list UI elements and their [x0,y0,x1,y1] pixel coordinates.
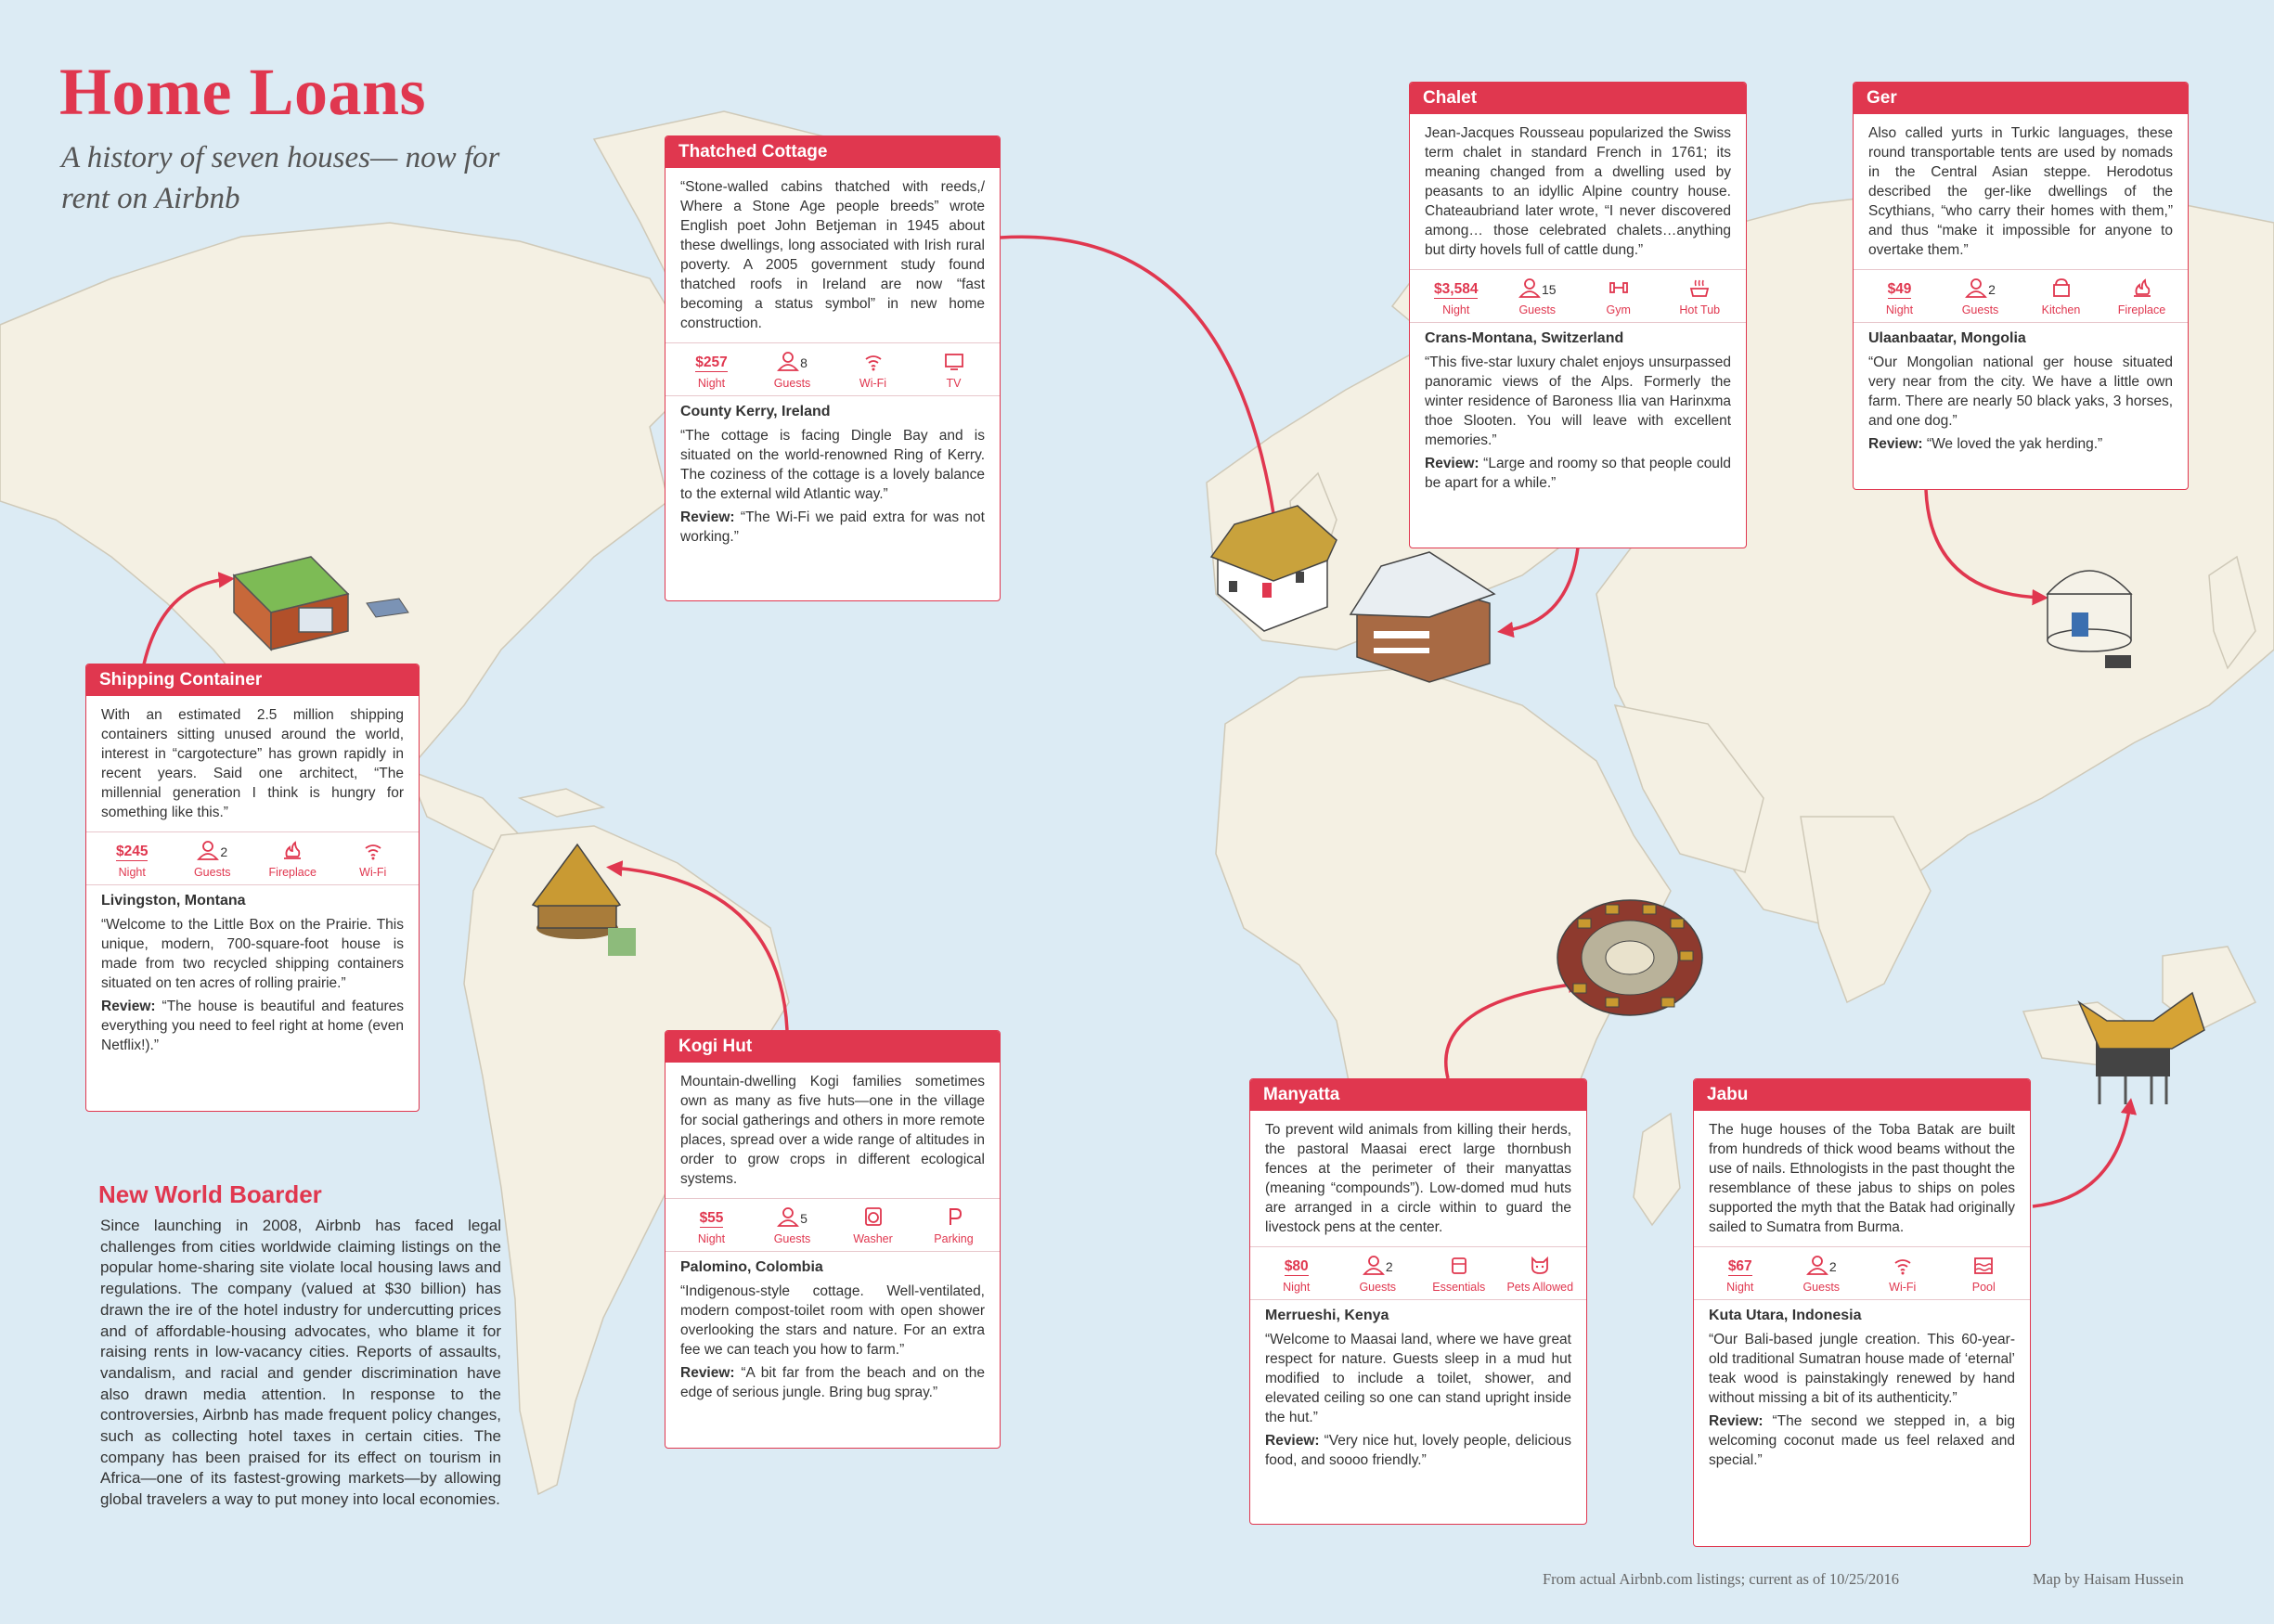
card-title: Thatched Cottage [665,136,1000,168]
map-credit: Map by Haisam Hussein [2033,1570,2184,1588]
price-label: Night [1726,1281,1754,1294]
card-description: Also called yurts in Turkic languages, these round transportable tents are used by nomads in the Central Asian steppe. Herodotus described the ger-like dwellings of the Scythians, “who carry their homes with them,” and thus “make it impossible for anyone to overtake them.” [1868,125,2173,258]
fireplace-icon [2131,277,2153,302]
guests-icon [777,351,799,375]
review-label: Review: [1868,436,1923,452]
card-description: With an estimated 2.5 million shipping containers sitting unused around the world, interest in “cargotecture” has grown rapidly in recent years. Said one architect, “The millennial generation I think is hungry for something like this.” [101,707,404,820]
source-note: From actual Airbnb.com listings; current as of 10/25/2016 [1543,1570,1900,1588]
price-item [675,1206,749,1245]
guests-label: Guests [1518,303,1557,316]
page-title: Home Loans [59,55,427,129]
review-label: Review: [101,999,156,1014]
listing-review [1265,1431,1571,1470]
guests-icon [1363,1255,1385,1279]
guests-label: Guests [773,1232,811,1245]
listing-quote: “The cottage is facing Dingle Bay and is situated on the world-renowned Ring of Kerry. The coziness of the cottage is a lovely balance to the external wild Atlantic way.” [680,428,985,502]
guests-count: 2 [1828,1259,1837,1274]
card-body [1250,1111,1586,1477]
guests-count: 5 [800,1211,808,1226]
guests-count: 2 [1385,1259,1393,1274]
listing-location: Crans-Montana, Switzerland [1425,330,1624,346]
price-value: $3,584 [1434,280,1479,297]
card-body [86,696,419,1063]
card-shipping-container [85,664,420,1112]
card-description: Mountain-dwelling Kogi families sometimes own as many as five huts—one in the village for social gatherings and others in more remote places, spread over a wide range of altitudes in order to grow crops in different ecological systems. [680,1074,985,1187]
card-jabu [1693,1078,2031,1547]
parking-icon [943,1206,965,1231]
guests-label: Guests [1961,303,1999,316]
guests-item [756,1206,830,1245]
card-kogi-hut [665,1030,1001,1449]
amenity-label: Parking [934,1232,974,1245]
amenity-item [836,1206,911,1245]
fireplace-icon [281,840,304,864]
guests-item [1784,1255,1858,1294]
guests-item [1340,1255,1415,1294]
amenity-item [1503,1255,1577,1294]
listing-location: Kuta Utara, Indonesia [1709,1308,1862,1323]
card-body [1694,1111,2030,1477]
amenity-item [1422,1255,1496,1294]
card-title: Kogi Hut [665,1031,1000,1063]
price-item [1703,1255,1777,1294]
card-body [1854,114,2188,461]
price-value: $257 [695,354,728,370]
amenity-item [1866,1255,1940,1294]
page-subtitle: A history of seven houses— now for rent on Airbnb [61,141,500,215]
price-value: $67 [1727,1257,1752,1274]
guests-item [1500,277,1574,316]
price-value: $80 [1284,1257,1309,1274]
review-text: “A bit far from the beach and on the edge of serious jungle. Bring bug spray.” [680,1365,985,1400]
amenities-row [665,342,1000,396]
card-thatched-cottage [665,135,1001,601]
card-description: The huge houses of the Toba Batak are built from hundreds of thick wood beams without the use of nails. Ethnologists in the past thought the resemblance of these jabus to ships on poles supported the myth that the Batak had originally sailed to Sumatra from Burma. [1709,1122,2015,1235]
amenity-label: Pool [1971,1281,1996,1294]
hot-tub-icon [1688,277,1711,302]
listing-review [1868,434,2173,454]
washer-icon [862,1206,885,1231]
amenity-item [917,1206,991,1245]
kitchen-icon [2050,277,2073,302]
guests-count: 2 [1988,282,1996,297]
guests-icon [777,1206,799,1231]
listing-location: County Kerry, Ireland [680,404,831,419]
amenity-label: Hot Tub [1679,303,1721,316]
listing-location: Ulaanbaatar, Mongolia [1868,330,2026,346]
pool-icon [1972,1255,1995,1279]
review-text: “The Wi-Fi we paid extra for was not working.” [680,509,985,545]
guests-icon [1965,277,1987,302]
listing-quote: “This five-star luxury chalet enjoys unsurpassed panoramic views of the Alps. Formerly the winter residence of Baroness Ilia van Harinxma thoe Slooten. You will leave with excellent memories.” [1425,354,1731,448]
card-body [665,1063,1000,1410]
listing-location: Palomino, Colombia [680,1259,823,1275]
amenity-label: TV [946,377,962,390]
amenity-label: Kitchen [2041,303,2081,316]
card-title: Shipping Container [86,664,419,696]
card-manyatta [1249,1078,1587,1525]
amenity-item [255,840,329,879]
amenity-label: Wi-Fi [1889,1281,1917,1294]
card-title: Manyatta [1250,1079,1586,1111]
guests-label: Guests [773,377,811,390]
guests-count: 2 [220,844,228,859]
review-text: “The second we stepped in, a big welcoming coconut made us feel relaxed and special.” [1709,1413,2015,1468]
review-label: Review: [1425,456,1479,471]
guests-item [175,840,250,879]
amenities-row [1410,269,1746,323]
review-label: Review: [680,509,735,525]
review-text: “Very nice hut, lovely people, delicious food, and soooo friendly.” [1265,1433,1571,1468]
listing-location: Merrueshi, Kenya [1265,1308,1389,1323]
review-text: “We loved the yak herding.” [1926,436,2103,452]
price-label: Night [1885,303,1914,316]
listing-review [101,997,404,1055]
amenity-label: Wi-Fi [359,866,387,879]
review-label: Review: [1709,1413,1764,1429]
sidebar-title: New World Boarder [98,1180,322,1208]
amenity-label: Fireplace [2117,303,2166,316]
amenity-item [2024,277,2099,316]
tv-icon [943,351,965,375]
review-label: Review: [680,1365,735,1381]
guests-count: 15 [1541,282,1557,297]
amenity-item [1582,277,1656,316]
amenity-item [917,351,991,390]
wifi-icon [1892,1255,1914,1279]
card-ger [1853,82,2189,490]
amenity-label: Gym [1606,303,1631,316]
guests-label: Guests [1359,1281,1397,1294]
review-text: “Large and roomy so that people could be apart for a while.” [1425,456,1731,491]
listing-review [1425,454,1731,493]
essentials-icon [1448,1255,1470,1279]
amenities-row [665,1198,1000,1252]
card-title: Jabu [1694,1079,2030,1111]
amenity-label: Wi-Fi [859,377,887,390]
amenity-label: Pets Allowed [1506,1281,1574,1294]
card-title: Ger [1854,83,2188,114]
wifi-icon [362,840,384,864]
card-title: Chalet [1410,83,1746,114]
guests-icon [197,840,219,864]
card-chalet [1409,82,1747,548]
price-value: $49 [1887,280,1912,297]
price-value: $245 [116,843,149,859]
listing-review [1709,1411,2015,1470]
guests-item [1944,277,2018,316]
guests-item [756,351,830,390]
listing-quote: “Our Mongolian national ger house situated very near from the city. We have a little own farm. There are nearly 50 black yaks, 3 horses, and one dog.” [1868,354,2173,429]
price-item [1260,1255,1334,1294]
price-label: Night [697,377,726,390]
review-text: “The house is beautiful and features everything you need to feel right at home (even Netflix!).” [101,999,405,1053]
amenities-row [86,831,419,885]
manyatta-illustration [1557,900,1702,1015]
amenities-row [1854,269,2188,323]
guests-icon [1518,277,1541,302]
guests-label: Guests [1802,1281,1841,1294]
amenity-item [1946,1255,2021,1294]
card-body [1410,114,1746,500]
guests-count: 8 [800,355,808,370]
pets-icon [1529,1255,1551,1279]
amenity-label: Washer [853,1232,893,1245]
card-body [665,168,1000,554]
amenities-row [1694,1246,2030,1300]
card-description: “Stone-walled cabins thatched with reeds,/ Where a Stone Age people breeds” wrote English poet John Betjeman in 1945 about these dwellings, long associated with Irish rural poverty. A 2005 government study found thatched roofs in Ireland are now “fast becoming a status symbol” in new home construction. [680,179,985,331]
price-item [95,840,169,879]
amenity-label: Essentials [1432,1281,1486,1294]
card-description: Jean-Jacques Rousseau popularized the Swiss term chalet in standard French in 1761; its meaning changed from a dwelling used by peasants to an idyllic Alpine country house. Chateaubriand later wrote, “I never discovered among… those celebrated chalets…anything but dirty hovels full of cattle dung.” [1425,125,1731,258]
listing-review [680,508,985,547]
listing-quote: “Welcome to the Little Box on the Prairie. This unique, modern, 700-square-foot house is made from two recycled shipping containers situated on ten acres of rolling prairie.” [101,917,404,991]
listing-quote: “Welcome to Maasai land, where we have great respect for nature. Guests sleep in a mud hut modified to include a toilet, shower, and elevated ceiling so one can stand upright inside the hut.” [1265,1332,1571,1425]
gym-icon [1608,277,1630,302]
guests-label: Guests [193,866,231,879]
listing-quote: “Indigenous-style cottage. Well-ventilated, modern compost-toilet room with open shower overlooking the stars and nature. For an extra fee we can teach you how to farm.” [680,1283,985,1358]
price-value: $55 [699,1209,724,1226]
price-item [1863,277,1937,316]
price-item [675,351,749,390]
review-label: Review: [1265,1433,1320,1449]
price-label: Night [1442,303,1470,316]
listing-location: Livingston, Montana [101,893,246,909]
price-label: Night [118,866,146,879]
listing-quote: “Our Bali-based jungle creation. This 60-year-old traditional Sumatran house made of ‘eternal’ teak wood is painstakingly renewed by hand without missing a bit of its authenticity.” [1709,1332,2015,1406]
listing-review [680,1363,985,1402]
wifi-icon [862,351,885,375]
price-label: Night [1283,1281,1311,1294]
amenity-item [2105,277,2179,316]
amenity-item [836,351,911,390]
sidebar-body: Since launching in 2008, Airbnb has faced legal challenges from cities worldwide claiming listings on the popular home-sharing site violate local housing laws and regulations. The company (valued at $30 billion) has drawn the ire of the hotel industry for undercutting prices and of affordable-housing advocates, who blame it for raising rents in low-vacancy cities. Reports of assaults, vandalism, and racial and gender discrimination have also drawn media attention. In response to the controversies, Airbnb has made frequent policy changes, such as collecting hotel taxes in certain cities. The company has been praised for its effect on tourism in Africa—one of its fastest-growing markets—by allowing global travelers a way to put money into local economies. [100,1217,501,1509]
amenity-item [336,840,410,879]
amenities-row [1250,1246,1586,1300]
guests-icon [1806,1255,1828,1279]
price-label: Night [697,1232,726,1245]
amenity-label: Fireplace [268,866,317,879]
price-item [1419,277,1493,316]
amenity-item [1662,277,1737,316]
card-description: To prevent wild animals from killing their herds, the pastoral Maasai erect large thornbush fences at the perimeter of their manyattas (meaning “compounds”). Low-domed mud huts are arranged in a circle within to guard the livestock pens at the center. [1265,1122,1571,1235]
